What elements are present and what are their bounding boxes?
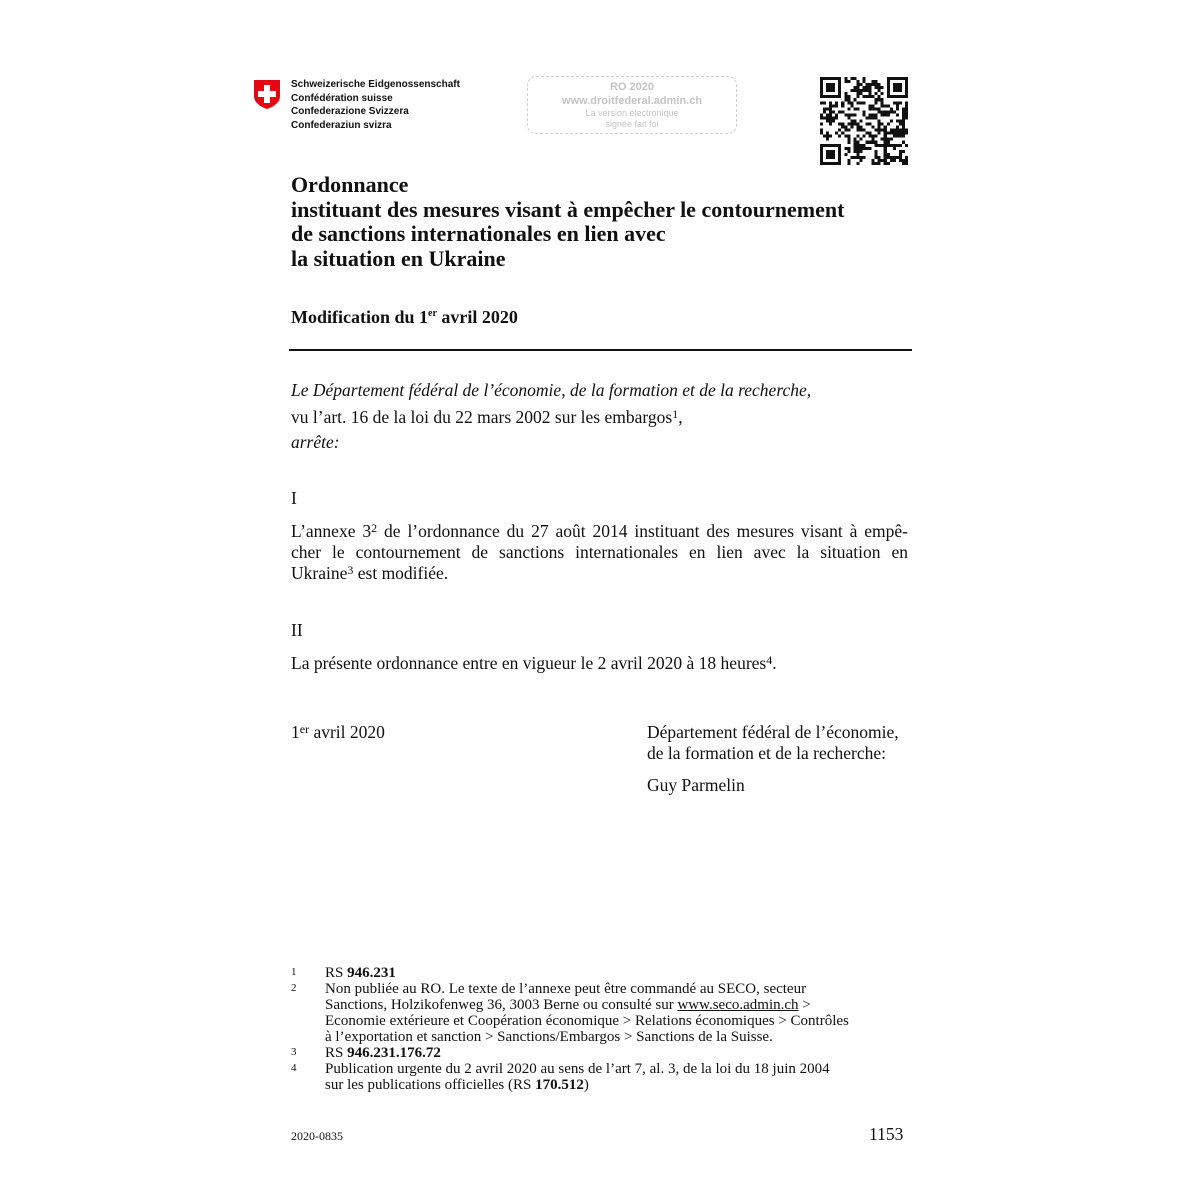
footnote-line (291, 997, 849, 1013)
confederation-names (291, 78, 460, 132)
footnote-text: RS (325, 1045, 348, 1061)
footnote-number: 4 (291, 1062, 297, 1074)
title-line: Ordonnance (291, 172, 409, 197)
date-rest: avril 2020 (309, 722, 385, 742)
footnote-ref: 2 (371, 521, 378, 535)
footnote-text: Publication urgente du 2 avril 2020 au sens de l’art 7, al. 3, de la loi du 18 juin 2004 (325, 1061, 830, 1077)
swiss-cross-icon (253, 79, 281, 110)
footnote-text: Sanctions, Holzikofenweg 36, 3003 Berne ou consulté sur (325, 997, 678, 1013)
signature-date (291, 722, 385, 743)
date-day: 1 (291, 722, 300, 742)
modification-sup: er (428, 308, 437, 319)
date-sup: er (299, 722, 310, 736)
footnote-text: Economie extérieure et Coopération économique > Relations économiques > Contrôles (325, 1013, 849, 1029)
footnote-number: 1 (291, 966, 297, 978)
preamble-basis-text: vu l’art. 16 de la loi du 22 mars 2002 sur les embargos (291, 407, 673, 427)
section-1-paragraph (291, 521, 908, 584)
footnote-ref: 4 (766, 653, 773, 667)
footnote-line (291, 965, 849, 981)
department-line: de la formation et de la recherche: (647, 743, 887, 763)
footnote-text: sur les publications officielles (RS (325, 1077, 536, 1093)
document-title (291, 173, 844, 271)
footnote-text: à l’exportation et sanction > Sanctions/Embargos > Sanctions de la Suisse. (325, 1029, 773, 1045)
footnote-text: 170.512 (535, 1077, 584, 1093)
footnote-ref: 3 (347, 563, 354, 577)
text-run: est modifiée. (353, 563, 449, 583)
footnote-line (291, 1029, 849, 1045)
preamble-basis-end: , (678, 407, 683, 427)
footnote-number: 2 (291, 982, 297, 994)
footnotes (291, 965, 849, 1093)
title-line: la situation en Ukraine (291, 245, 506, 271)
footnote-line (291, 1013, 849, 1029)
title-divider (289, 349, 912, 351)
preamble-authority: Le Département fédéral de l’économie, de la formation et de la recherche, (291, 380, 812, 400)
footnote-line (291, 1045, 849, 1061)
page-number: 1153 (869, 1124, 904, 1144)
footnote-line (291, 1077, 849, 1093)
footnote-ref: 1 (672, 407, 679, 421)
footnote-line (291, 1061, 849, 1077)
confederation-name-it: Confederazione Svizzera (291, 106, 409, 117)
stamp-url: www.droitfederal.admin.ch (561, 95, 703, 107)
text-run: La présente ordonnance entre en vigueur le 2 avril 2020 à 18 heures (291, 653, 767, 673)
modification-suffix: avril 2020 (436, 307, 518, 327)
department-name (647, 722, 899, 764)
text-run: L’annexe 3 (291, 521, 372, 541)
preamble-decree: arrête: (291, 432, 340, 452)
stamp-note-2: signée fait foi (605, 119, 659, 129)
signer-name: Guy Parmelin (647, 775, 745, 795)
confederation-name-de: Schweizerische Eidgenossenschaft (291, 79, 460, 90)
confederation-name-rm: Confederaziun svizra (291, 119, 392, 131)
confederation-name-fr: Confédération suisse (291, 92, 393, 104)
title-line: de sanctions internationales en lien avec (291, 221, 666, 246)
modification-date (291, 307, 518, 328)
stamp-note-1: La version électronique (585, 108, 679, 118)
footnote-text: 946.231.176.72 (347, 1045, 441, 1061)
footnote-text: ) (583, 1077, 589, 1093)
modification-prefix: Modification du 1 (291, 307, 429, 327)
preamble-basis (291, 407, 683, 428)
document-number: 2020-0835 (291, 1129, 343, 1143)
footnote-text: Non publiée au RO. Le texte de l’annexe peut être commandé au SECO, secteur (325, 981, 807, 997)
footnote-text: > (798, 997, 811, 1013)
text-run: de l’ordonnance du 27 août 2014 instituant des mesures visant à empê- (377, 521, 908, 541)
text-run: cher le contournement de sanctions internationales en lien avec la situation en (291, 542, 908, 562)
seco-link[interactable]: www.seco.admin.ch (677, 997, 799, 1013)
section-numeral: I (291, 488, 297, 508)
paragraph-line (291, 542, 908, 563)
footnote-text: 946.231 (347, 965, 396, 981)
section-2-paragraph (291, 653, 777, 674)
department-line: Département fédéral de l’économie, (647, 722, 899, 742)
paragraph-line (291, 521, 908, 542)
footnote-number: 3 (291, 1046, 297, 1058)
stamp-ro: RO 2020 (609, 81, 655, 93)
qr-code-icon (820, 77, 908, 165)
ro-stamp (527, 76, 737, 134)
text-run: Ukraine (291, 563, 348, 583)
footnote-line (291, 981, 849, 997)
footnote-text: RS (325, 965, 348, 981)
section-numeral: II (291, 620, 303, 640)
text-run: . (772, 653, 777, 673)
paragraph-line (291, 563, 908, 584)
title-line: instituant des mesures visant à empêcher le contournement (291, 196, 845, 222)
